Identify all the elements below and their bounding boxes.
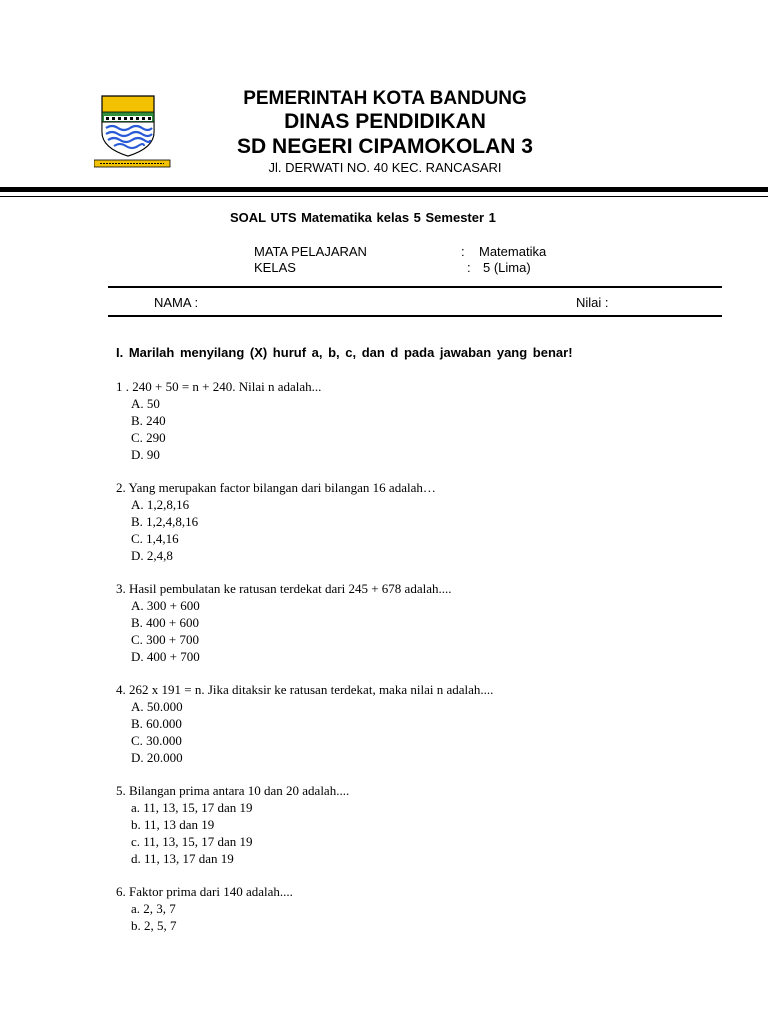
answer-option: B. 400 + 600 — [131, 615, 200, 630]
answer-option: a. 11, 13, 15, 17 dan 19 — [131, 800, 253, 815]
question-text: 1 . 240 + 50 = n + 240. Nilai n adalah... — [116, 379, 322, 394]
answer-option: C. 1,4,16 — [131, 531, 179, 546]
question-text: 5. Bilangan prima antara 10 dan 20 adalah.... — [116, 783, 350, 798]
question-5 — [116, 782, 736, 867]
question-1 — [116, 378, 736, 463]
header-government: PEMERINTAH KOTA BANDUNG — [243, 88, 527, 109]
class-label: KELAS — [254, 260, 296, 275]
answer-option: B. 240 — [131, 413, 166, 428]
question-text: 6. Faktor prima dari 140 adalah.... — [116, 884, 293, 899]
subject-value: Matematika — [479, 244, 547, 259]
student-box-bottom-line — [108, 315, 722, 317]
answer-option: b. 2, 5, 7 — [131, 918, 177, 933]
subject-label: MATA PELAJARAN — [254, 244, 367, 259]
header-department: DINAS PENDIDIKAN — [284, 110, 486, 133]
question-list — [116, 378, 736, 950]
header-divider-thin — [0, 196, 768, 197]
answer-option: A. 300 + 600 — [131, 598, 200, 613]
answer-option: B. 1,2,4,8,16 — [131, 514, 199, 529]
class-value: 5 (Lima) — [483, 260, 531, 275]
answer-option: c. 11, 13, 15, 17 dan 19 — [131, 834, 253, 849]
answer-option: C. 300 + 700 — [131, 632, 200, 647]
answer-option: D. 2,4,8 — [131, 548, 173, 563]
header-divider-thick — [0, 187, 768, 192]
question-text: 3. Hasil pembulatan ke ratusan terdekat dari 245 + 678 adalah.... — [116, 581, 452, 596]
answer-option: B. 60.000 — [131, 716, 182, 731]
header-address: Jl. DERWATI NO. 40 KEC. RANCASARI — [268, 160, 502, 175]
section-instruction: I. Marilah menyilang (X) huruf a, b, c, dan d pada jawaban yang benar! — [116, 345, 573, 360]
student-score-label: Nilai : — [576, 295, 609, 310]
answer-option: A. 50 — [131, 396, 160, 411]
answer-option: D. 20.000 — [131, 750, 183, 765]
class-colon: : — [467, 260, 471, 275]
answer-option: b. 11, 13 dan 19 — [131, 817, 215, 832]
answer-option: D. 400 + 700 — [131, 649, 200, 664]
question-text: 2. Yang merupakan factor bilangan dari bilangan 16 adalah… — [116, 480, 436, 495]
answer-option: C. 30.000 — [131, 733, 182, 748]
answer-option: D. 90 — [131, 447, 160, 462]
header-school-name: SD NEGERI CIPAMOKOLAN 3 — [237, 135, 533, 158]
subject-colon: : — [461, 244, 465, 259]
student-name-label: NAMA : — [154, 295, 199, 310]
question-4 — [116, 681, 736, 766]
exam-title: SOAL UTS Matematika kelas 5 Semester 1 — [230, 210, 496, 225]
question-2 — [116, 479, 736, 564]
question-text: 4. 262 x 191 = n. Jika ditaksir ke ratusan terdekat, maka nilai n adalah.... — [116, 682, 494, 697]
answer-option: A. 50.000 — [131, 699, 183, 714]
question-3 — [116, 580, 736, 665]
answer-option: d. 11, 13, 17 dan 19 — [131, 851, 234, 866]
answer-option: C. 290 — [131, 430, 166, 445]
question-6 — [116, 883, 736, 934]
student-box-top-line — [108, 286, 722, 288]
answer-option: a. 2, 3, 7 — [131, 901, 176, 916]
answer-option: A. 1,2,8,16 — [131, 497, 190, 512]
